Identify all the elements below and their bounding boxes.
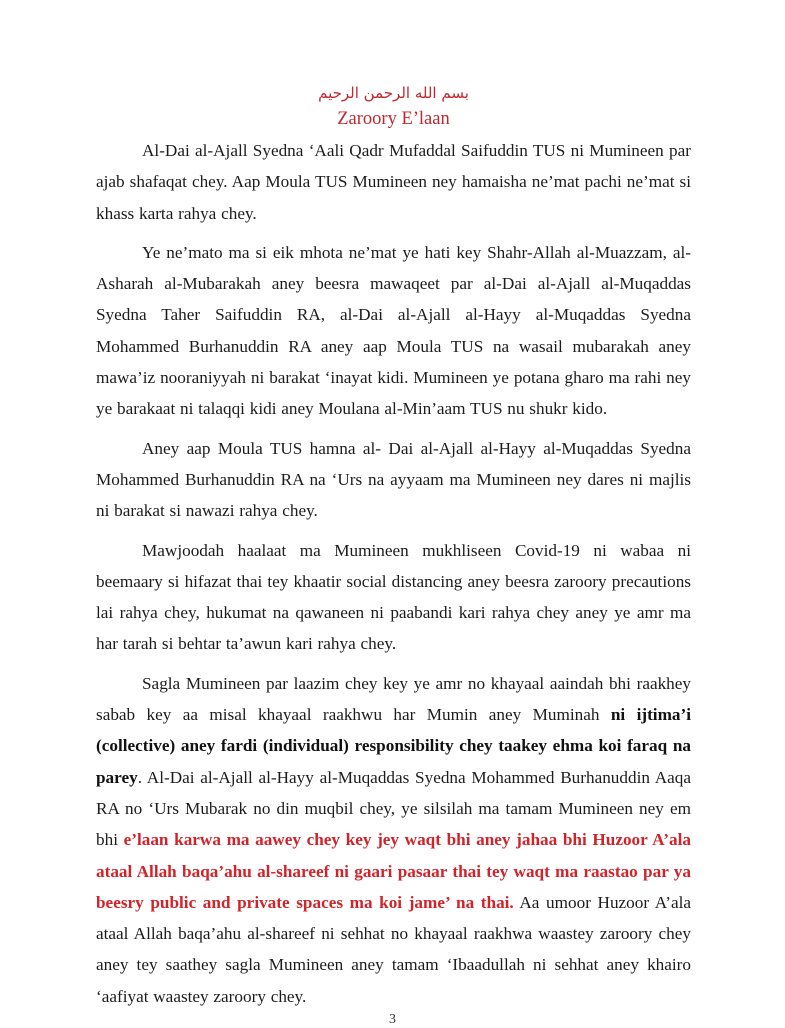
paragraph-1: Al-Dai al-Ajall Syedna ‘Aali Qadr Mufaddal Saifuddin TUS ni Mumineen par ajab shafaqat chey. Aap Moula TUS Mumineen ney hamaisha ne’mat pachi ne’mat si khass karta rahya chey. xyxy=(96,141,691,223)
paragraph-2: Ye ne’mato ma si eik mhota ne’mat ye hati key Shahr-Allah al-Muazzam, al-Asharah al-Mubarakah aney beesra mawaqeet par al-Dai al-Ajall al-Muqaddas Syedna Taher Saifuddin RA, al-Dai al-Ajall al-Hayy al-Muqaddas Syedna Mohammed Burhanuddin RA aney aap Moula TUS na wasail mubarakah aney mawa’iz nooraniyyah ni barakat ‘inayat kidi. Mumineen ye potana gharo ma rahi ney ye barakaat ni talaqqi kidi aney Moulana al-Min’aam TUS nu shukr kido. xyxy=(96,242,691,419)
paragraph-5-text-3: Aa umoor Huzoor A’ala ataal Allah baqa’ahu al-shareef ni sehhat no khayaal raakhwa waastey zaroory chey aney tey saathey sagla Mumineen aney tamam ‘Ibaadullah ni sehhat aney khairo ‘aafiyat waastey zaroory chey. xyxy=(96,892,692,1006)
page-title: Zaroory E’laan xyxy=(337,109,450,129)
paragraph-5-text-2: . Al-Dai al-Ajall al-Hayy al-Muqaddas Syedna Mohammed Burhanuddin Aaqa RA no ‘Urs Mubarak no din muqbil chey, ye silsilah ma tamam Mumineen ney em bhi xyxy=(96,767,691,850)
paragraph-5 xyxy=(96,668,691,1012)
paragraph-4: Mawjoodah haalaat ma Mumineen mukhliseen Covid-19 ni wabaa ni beemaary si hifazat thai tey khaatir social distancing aney beesra zaroory precautions lai rahya chey, hukumat na qawaneen ni paabandi kari rahya chey aney ye amr ma har tarah si behtar ta’awun kari rahya chey. xyxy=(96,540,691,654)
bismillah-heading: بسم الله الرحمن الرحيم xyxy=(318,84,469,102)
paragraph-3: Aney aap Moula TUS hamna al- Dai al-Ajall al-Hayy al-Muqaddas Syedna Mohammed Burhanuddin RA na ‘Urs na ayyaam ma Mumineen ney dares ni majlis ni barakat si nawazi rahya chey. xyxy=(96,438,691,521)
announcement-emphasis: e’laan karwa ma aawey chey key jey waqt bhi aney jahaa bhi Huzoor A’ala ataal Allah baqa’ahu al-shareef ni gaari pasaar thai tey waqt ma raastao par ya beesry public and private spaces ma koi jame’ na thai. xyxy=(96,830,691,912)
collective-responsibility-emphasis: ni ijtima’i (collective) aney fardi (individual) responsibility chey taakey ehma koi faraq na parey xyxy=(96,705,691,787)
page-number: 3 xyxy=(389,1012,396,1027)
document-page xyxy=(96,82,691,1020)
paragraph-5-text-1: Sagla Mumineen par laazim chey key ye amr no khayaal aaindah bhi raakhey sabab key aa misal khayaal raakhwu har Mumin aney Muminah xyxy=(96,673,691,725)
